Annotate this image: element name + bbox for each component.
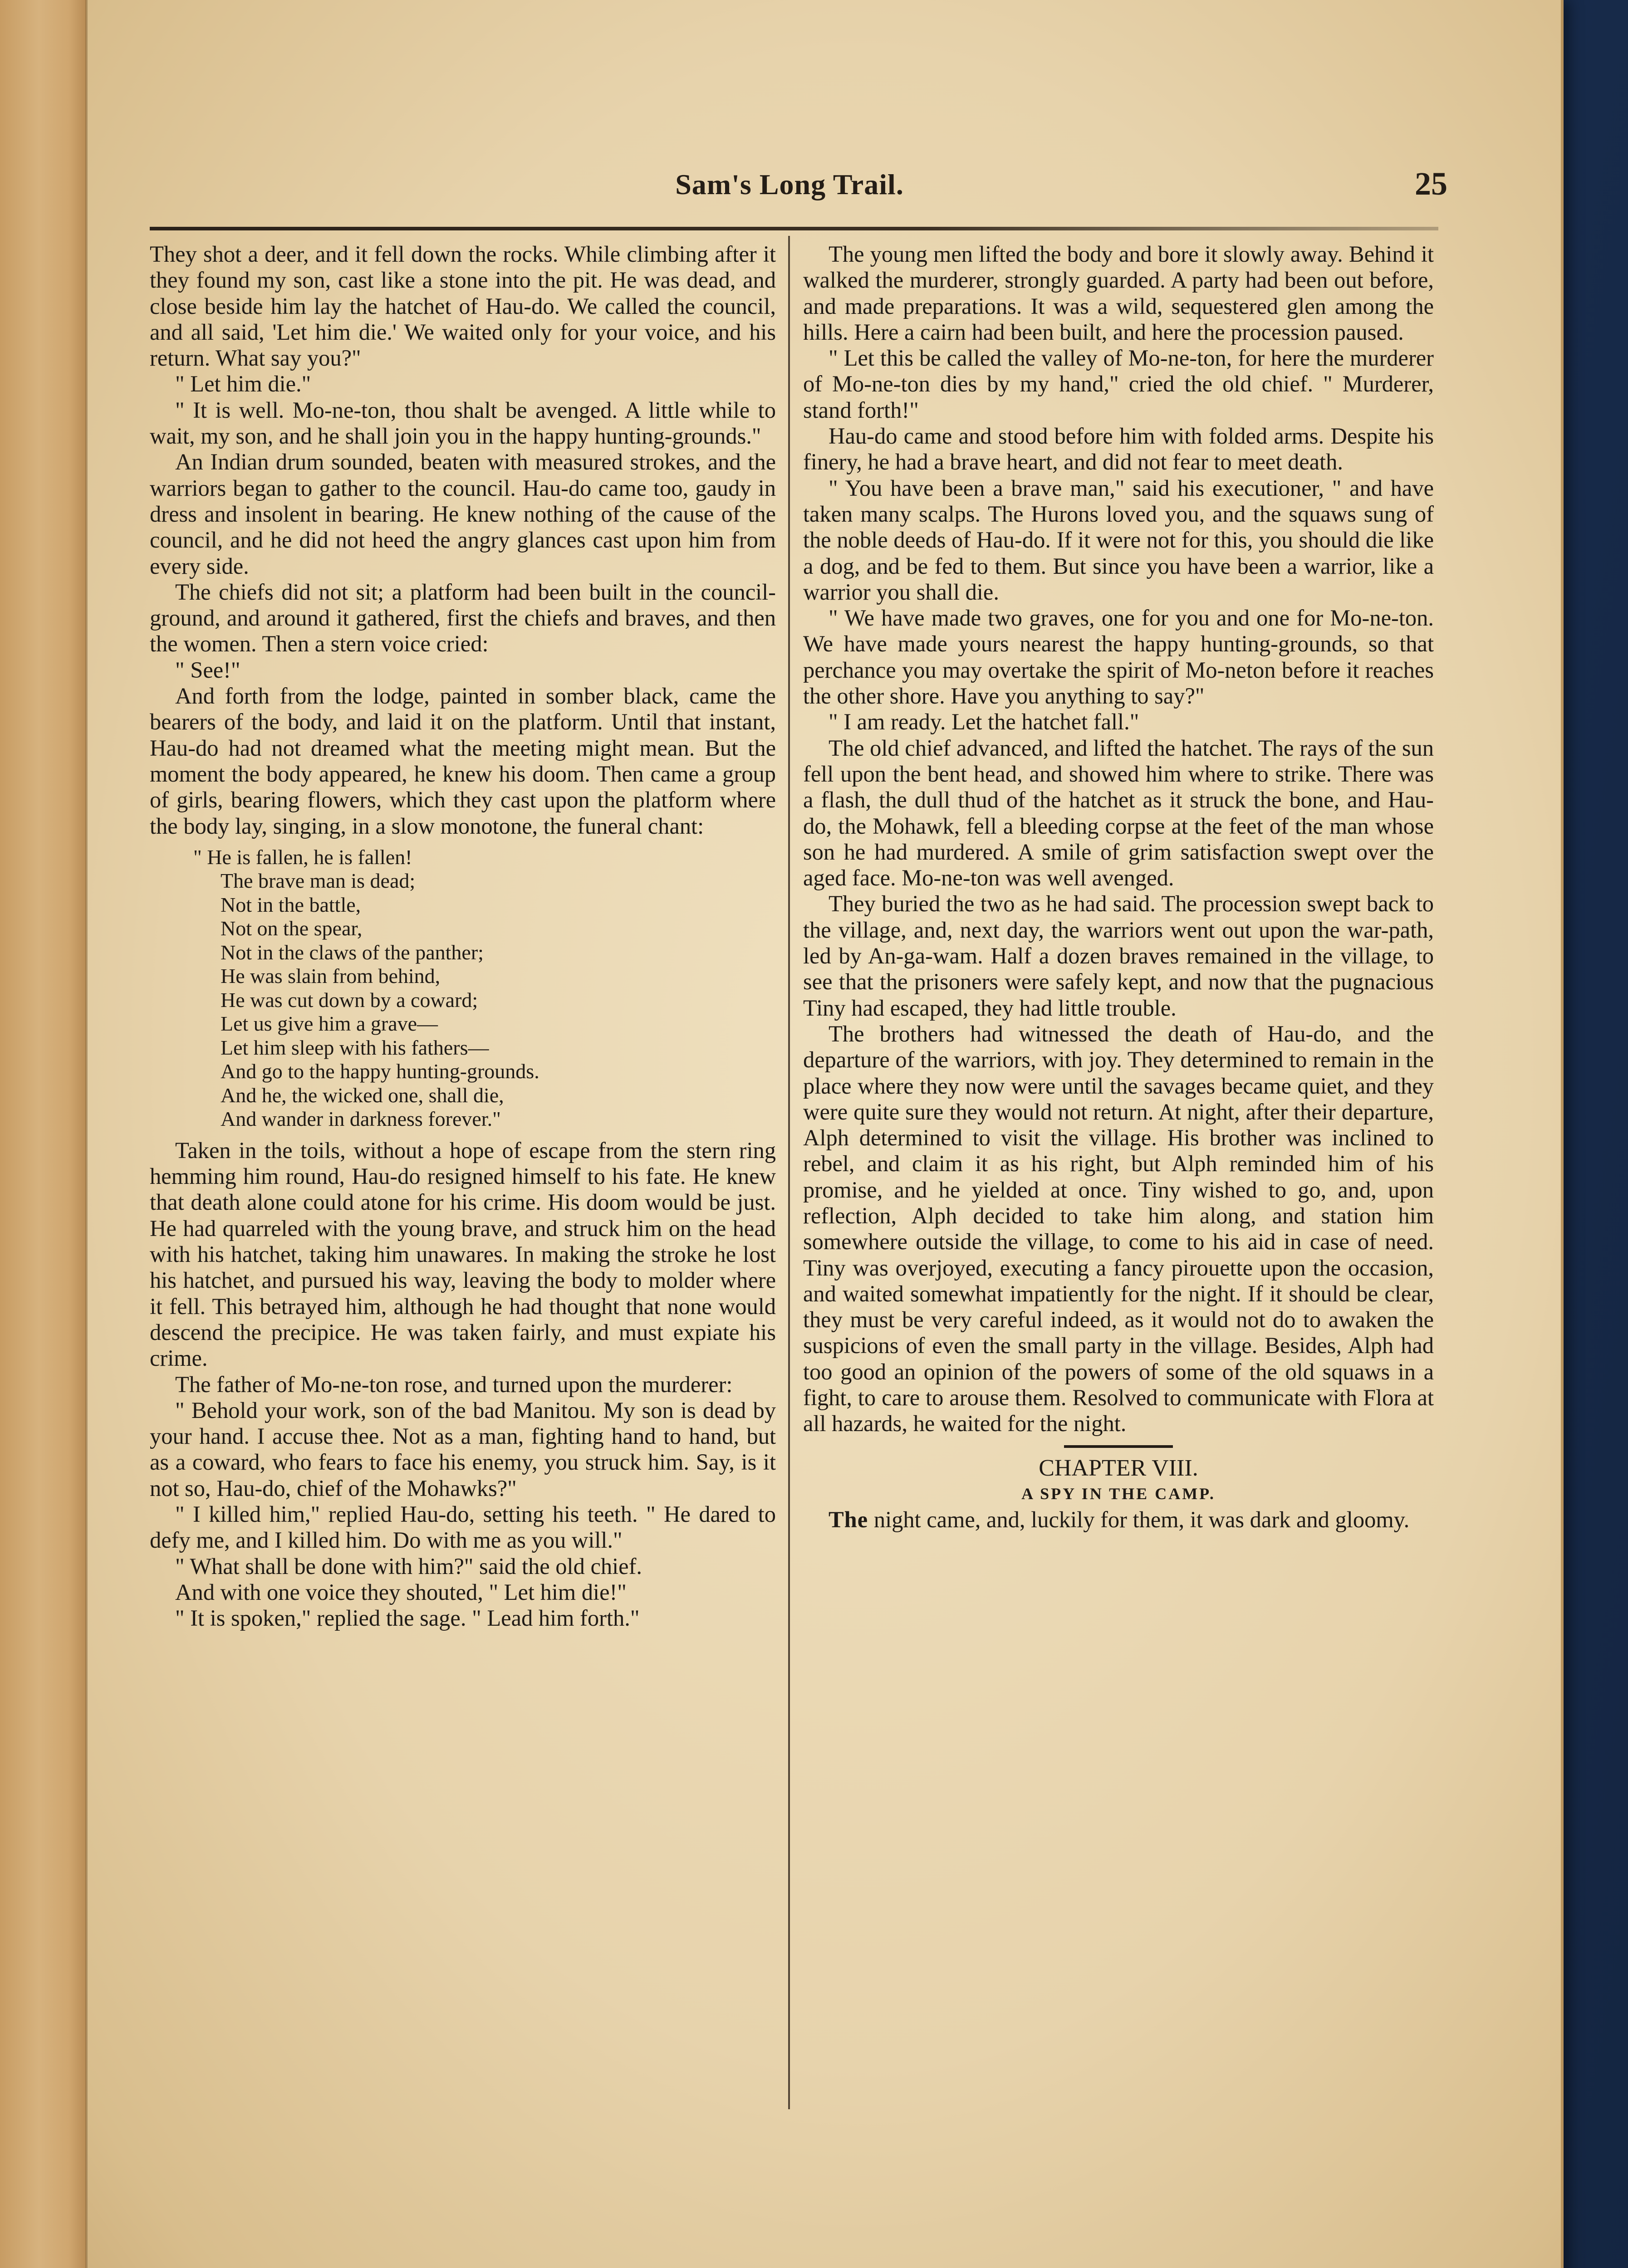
running-title: Sam's Long Trail. [675,168,904,200]
paragraph: The young men lifted the body and bore it slowly away. Behind it walked the murderer, strongly guarded. A party had been out before, and made preparations. It was a wild, sequestered glen among the hills. Here a cairn had been built, and here the procession paused. [803,241,1434,345]
paragraph: " I am ready. Let the hatchet fall." [829,709,1139,735]
poem-line: Let us give him a grave— [221,1012,438,1036]
paragraph: The father of Mo-ne-ton rose, and turned upon the murderer: [175,1371,733,1397]
paragraph: " You have been a brave man," said his executioner, " and have taken many scalps. The Hurons loved you, and the squaws sung of the noble deeds of Hau-do. If it were not for this, you should die like a dog, and be fed to them. But since you have been a warrior, like a warrior you shall die. [803,475,1434,605]
paragraph: The chiefs did not sit; a platform had been built in the council-ground, and around it gathered, first the chiefs and braves, and then the women. Then a stern voice cried: [150,579,776,657]
right-column [803,241,1434,1533]
poem-line: He was cut down by a coward; [221,988,478,1012]
paragraph: And with one voice they shouted, " Let him die!" [175,1579,627,1605]
chapter-lead-word: The [829,1507,868,1533]
poem-line: He was slain from behind, [221,964,441,988]
paragraph: " Behold your work, son of the bad Manitou. My son is dead by your hand. I accuse thee. Not as a man, fighting hand to hand, but as a coward, who fears to face his enemy, you struck him. Say, is it not so, Hau-do, chief of the Mohawks?" [150,1397,776,1501]
paragraph [803,1507,1434,1533]
paragraph: " I killed him," replied Hau-do, setting his teeth. " He dared to defy me, and I killed him. Do with me as you will." [150,1501,776,1553]
paragraph: " Let this be called the valley of Mo-ne-ton, for here the murderer of Mo-ne-ton dies by my hand," cried the old chief. " Murderer, stand forth!" [803,345,1434,423]
poem-line: Let him sleep with his fathers— [221,1036,489,1059]
funeral-chant-poem [150,846,776,1131]
header-rule [150,227,1438,230]
paragraph: An Indian drum sounded, beaten with measured strokes, and the warriors began to gather to the council. Hau-do came too, gaudy in dress and insolent in bearing. He knew nothing of the cause of the council, and he did not heed the angry glances cast upon him from every side. [150,449,776,579]
poem-line: " He is fallen, he is fallen! [193,845,412,869]
paragraph: They shot a deer, and it fell down the rocks. While climbing after it they found my son, cast like a stone into the pit. He was dead, and close beside him lay the hatchet of Hau-do. We called the council, and all said, 'Let him die.' We waited only for your voice, and his return. What say you?" [150,241,776,371]
paragraph: And forth from the lodge, painted in somber black, came the bearers of the body, and laid it on the platform. Until that instant, Hau-do had not dreamed what the meeting might mean. But the moment the body appeared, he knew his doom. Then came a group of girls, bearing flowers, which they cast upon the platform where the body lay, singing, in a slow monotone, the funeral chant: [150,683,776,839]
paragraph: " See!" [175,657,240,683]
paragraph: " Let him die." [175,371,311,397]
paragraph: The old chief advanced, and lifted the hatchet. The rays of the sun fell upon the bent head, and showed him where to strike. There was a flash, the dull thud of the hatchet as it struck the bone, and Hau-do, the Mohawk, fell a bleeding corpse at the feet of the man whose son he had murdered. A smile of grim satisfaction swept over the aged face. Mo-ne-ton was well avenged. [803,735,1434,891]
poem-line: And he, the wicked one, shall die, [221,1083,504,1107]
paragraph-text: night came, and, luckily for them, it was dark and gloomy. [868,1507,1410,1533]
paragraph: " What shall be done with him?" said the old chief. [175,1553,642,1579]
paragraph: Taken in the toils, without a hope of escape from the stern ring hemming him round, Hau-do resigned himself to his fate. He knew that death alone could atone for his crime. His doom would be just. He had quarreled with the young brave, and struck him on the head with his hatchet, taking him unawares. In making the stroke he lost his hatchet, and pursued his way, leaving the body to molder where it fell. This betrayed him, although he had thought that none would descend the precipice. He was taken fairly, and must expiate his crime. [150,1137,776,1371]
poem-line: Not on the spear, [221,917,363,940]
paragraph: They buried the two as he had said. The procession swept back to the village, and, next day, the warriors went out upon the war-path, led by An-ga-wam. Half a dozen braves remained in the village, to see that the prisoners were safely kept, and now that the pugnacious Tiny had escaped, they had little trouble. [803,891,1434,1021]
chapter-title: A SPY IN THE CAMP. [1021,1484,1216,1503]
paragraph: " It is spoken," replied the sage. " Lead him forth." [175,1605,640,1631]
poem-line: Not in the claws of the panther; [221,940,484,964]
column-divider [788,236,790,2109]
paragraph: " It is well. Mo-ne-ton, thou shalt be avenged. A little while to wait, my son, and he shall join you in the happy hunting-grounds." [150,397,776,449]
paragraph: Hau-do came and stood before him with folded arms. Despite his finery, he had a brave heart, and did not fear to meet death. [803,423,1434,475]
page-number: 25 [1415,166,1447,202]
poem-line: And go to the happy hunting-grounds. [221,1060,539,1083]
poem-line: The brave man is dead; [221,869,416,893]
chapter-rule [1064,1445,1173,1448]
poem-line: Not in the battle, [221,893,361,916]
page-header [150,163,1447,222]
binding-edge [85,0,88,2268]
page-gutter [0,0,86,2268]
left-column [150,241,776,1631]
paragraph: " We have made two graves, one for you and one for Mo-ne-ton. We have made yours nearest the happy hunting-grounds, so that perchance you may overtake the spirit of Mo-neton before it reaches the other shore. Have you anything to say?" [803,605,1434,709]
poem-line: And wander in darkness forever." [221,1107,501,1131]
paragraph: The brothers had witnessed the death of Hau-do, and the departure of the warriors, with joy. They determined to remain in the place where they now were until the savages became quiet, and they were quite sure they would not return. At night, after their departure, Alph determined to visit the village. His brother was inclined to rebel, and claim it as his right, but Alph reminded him of his promise, and he yielded at once. Tiny wished to go, and, upon reflection, Alph decided to take him along, and station him somewhere outside the village, to come to his aid in case of need. Tiny was overjoyed, executing a fancy pirouette upon the occasion, and waited somewhat impatiently for the night. If it should be clear, they must be very careful indeed, as it would not do to awaken the suspicions of even the small party in the village. Besides, Alph had too good an opinion of the powers of some of the old squaws in a fight, to care to arouse them. Resolved to communicate with Flora at all hazards, he waited for the night. [803,1021,1434,1437]
chapter-heading: CHAPTER VIII. [1039,1455,1198,1481]
